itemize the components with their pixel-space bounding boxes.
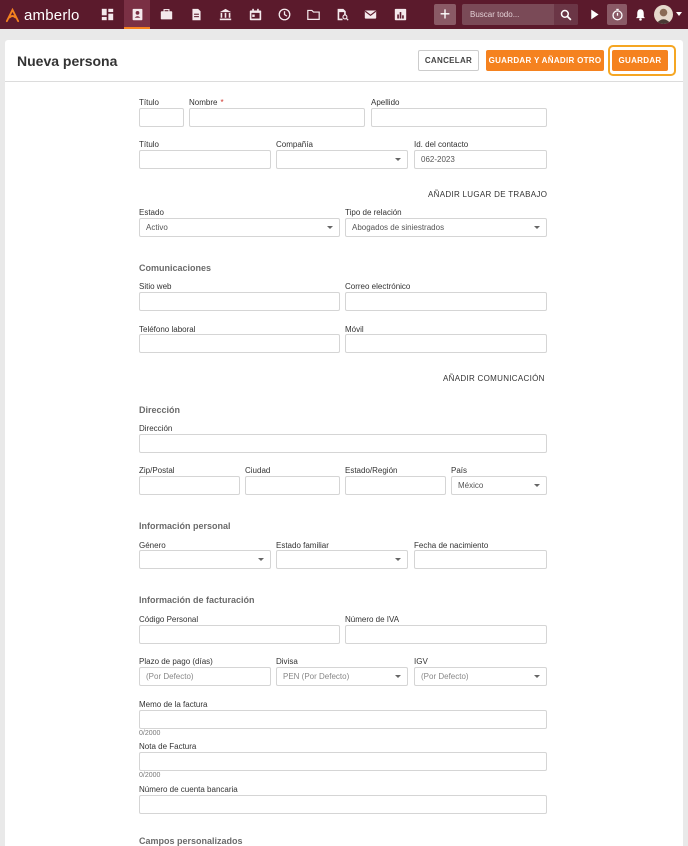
birth-date-field[interactable] <box>414 550 547 569</box>
page-title: Nueva persona <box>17 53 118 69</box>
email-label: Correo electrónico <box>345 282 411 291</box>
invoice-note-field[interactable] <box>139 752 547 771</box>
search-icon <box>560 9 572 21</box>
chevron-down-icon <box>395 675 401 678</box>
title-label: Título <box>139 140 160 149</box>
invoice-memo-field[interactable] <box>139 710 547 729</box>
birth-date-label: Fecha de nacimiento <box>414 541 489 550</box>
state-field[interactable] <box>345 476 446 495</box>
currency-select[interactable] <box>276 667 408 686</box>
avatar-image <box>654 5 673 24</box>
address-label: Dirección <box>139 424 173 433</box>
personal-code-field[interactable] <box>139 625 340 644</box>
plus-icon: + <box>439 4 451 24</box>
work-phone-label: Teléfono laboral <box>139 325 196 334</box>
mobile-label: Móvil <box>345 325 364 334</box>
country-select[interactable] <box>451 476 547 495</box>
chevron-down-icon <box>534 484 540 487</box>
mail-icon[interactable] <box>359 3 381 25</box>
panel-header <box>5 40 683 82</box>
contacts-icon[interactable] <box>124 0 150 29</box>
new-person-panel <box>5 40 683 846</box>
chevron-down-icon <box>258 558 264 561</box>
calendar-icon[interactable] <box>244 3 266 25</box>
country-value: México <box>458 481 484 490</box>
address-field[interactable] <box>139 434 547 453</box>
payment-term-field[interactable]: (Por Defecto) <box>139 667 271 686</box>
global-search <box>462 4 578 25</box>
status-value: Activo <box>146 223 168 232</box>
invoice-memo-label: Memo de la factura <box>139 700 208 709</box>
required-mark: * <box>220 98 224 107</box>
save-button[interactable]: GUARDAR <box>612 50 668 71</box>
chevron-down-icon <box>395 158 401 161</box>
billing-info-section-title: Información de facturación <box>139 595 255 605</box>
search-input[interactable] <box>462 4 554 25</box>
invoice-note-label: Nota de Factura <box>139 742 197 751</box>
dashboard-icon[interactable] <box>96 3 118 25</box>
search-button[interactable] <box>554 4 578 25</box>
chevron-down-icon <box>395 558 401 561</box>
notifications-button[interactable] <box>630 4 650 25</box>
gender-label: Género <box>139 541 166 550</box>
mobile-field[interactable] <box>345 334 547 353</box>
chevron-down-icon <box>534 226 540 229</box>
zip-field[interactable] <box>139 476 240 495</box>
last-name-label: Apellido <box>371 98 400 107</box>
city-field[interactable] <box>245 476 340 495</box>
bank-account-field[interactable] <box>139 795 547 814</box>
relation-type-label: Tipo de relación <box>345 208 402 217</box>
stopwatch-button[interactable] <box>607 4 627 25</box>
vat-number-field[interactable] <box>345 625 547 644</box>
personal-code-label: Código Personal <box>139 615 199 624</box>
status-label: Estado <box>139 208 164 217</box>
relation-type-value: Abogados de siniestrados <box>352 223 445 232</box>
contact-id-label: Id. del contacto <box>414 140 469 149</box>
stopwatch-icon <box>611 8 624 21</box>
custom-fields-section-title: Campos personalizados <box>139 836 243 846</box>
igv-select[interactable] <box>414 667 547 686</box>
website-label: Sitio web <box>139 282 172 291</box>
bell-icon <box>634 8 647 21</box>
time-history-icon[interactable] <box>273 3 295 25</box>
first-name-field[interactable] <box>189 108 365 127</box>
currency-label: Divisa <box>276 657 298 666</box>
state-label: Estado/Región <box>345 466 398 475</box>
brand-name: amberlo <box>24 6 80 24</box>
communications-section-title: Comunicaciones <box>139 263 212 273</box>
first-name-label <box>189 98 224 107</box>
bank-account-label: Número de cuenta bancaria <box>139 785 238 794</box>
email-field[interactable] <box>345 292 547 311</box>
invoice-note-counter: 0/2000 <box>139 772 161 779</box>
zip-label: Zip/Postal <box>139 466 175 475</box>
play-timer-button[interactable] <box>584 4 604 25</box>
gender-select[interactable] <box>139 550 271 569</box>
amberlo-logo-icon <box>5 8 20 23</box>
relation-type-select[interactable] <box>345 218 547 237</box>
first-name-label-text: Nombre <box>189 98 218 107</box>
invoice-memo-counter: 0/2000 <box>139 730 161 737</box>
top-navigation-bar <box>0 0 688 29</box>
play-icon <box>588 8 601 21</box>
payment-term-label: Plazo de pago (días) <box>139 657 213 666</box>
address-section-title: Dirección <box>139 405 181 415</box>
igv-value: (Por Defecto) <box>421 672 469 681</box>
user-avatar[interactable] <box>654 5 673 24</box>
add-communication-button[interactable]: AÑADIR COMUNICACIÓN <box>443 374 545 383</box>
chevron-down-icon <box>534 675 540 678</box>
cancel-button[interactable]: CANCELAR <box>418 50 479 71</box>
title-field[interactable] <box>139 150 271 169</box>
marital-status-label: Estado familiar <box>276 541 329 550</box>
marital-status-select[interactable] <box>276 550 408 569</box>
company-select[interactable] <box>276 150 408 169</box>
status-select[interactable] <box>139 218 340 237</box>
file-search-icon[interactable] <box>331 3 353 25</box>
contact-id-field[interactable]: 062-2023 <box>414 150 547 169</box>
save-and-add-another-button[interactable]: GUARDAR Y AÑADIR OTRO <box>486 50 604 71</box>
vat-number-label: Número de IVA <box>345 615 400 624</box>
currency-value: PEN (Por Defecto) <box>283 672 350 681</box>
billing-icon[interactable] <box>214 3 236 25</box>
quick-add-button[interactable] <box>434 4 456 25</box>
documents-icon[interactable] <box>185 3 207 25</box>
amberlo-logo[interactable] <box>5 5 80 25</box>
folder-icon[interactable] <box>302 3 324 25</box>
personal-info-section-title: Información personal <box>139 521 231 531</box>
prefix-field[interactable] <box>139 108 184 127</box>
user-menu-caret-icon[interactable] <box>676 12 682 16</box>
chevron-down-icon <box>327 226 333 229</box>
add-workplace-button[interactable]: AÑADIR LUGAR DE TRABAJO <box>428 190 548 199</box>
country-label: País <box>451 466 468 475</box>
city-label: Ciudad <box>245 466 271 475</box>
igv-label: IGV <box>414 657 428 666</box>
prefix-label: Título <box>139 98 160 107</box>
reports-icon[interactable] <box>389 3 411 25</box>
company-label: Compañía <box>276 140 313 149</box>
matters-icon[interactable] <box>155 3 177 25</box>
work-phone-field[interactable] <box>139 334 340 353</box>
last-name-field[interactable] <box>371 108 547 127</box>
website-field[interactable] <box>139 292 340 311</box>
